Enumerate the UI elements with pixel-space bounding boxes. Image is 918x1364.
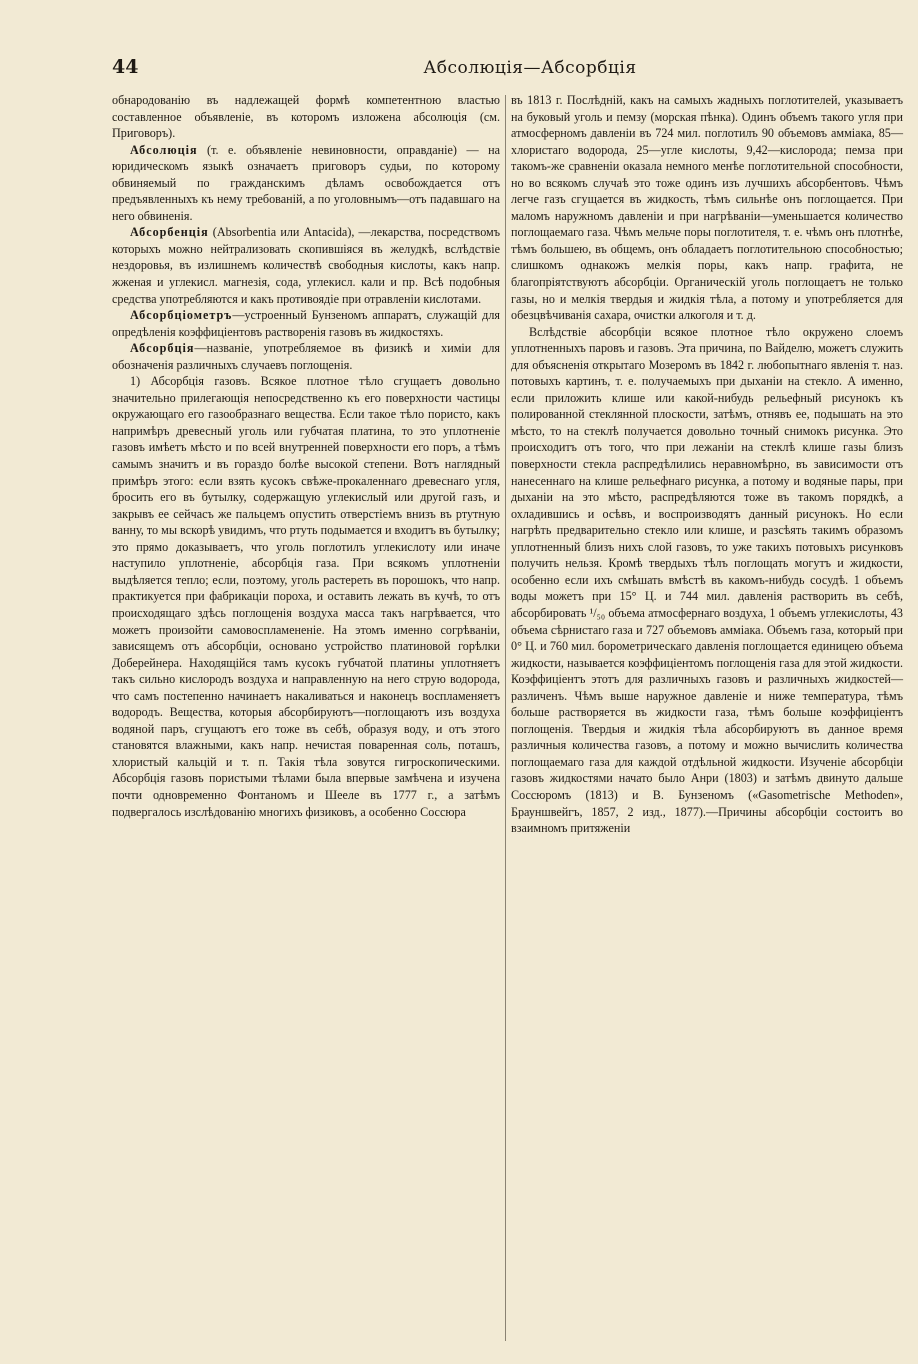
page-header xyxy=(112,56,888,82)
entry-absorption xyxy=(112,340,500,373)
column-divider xyxy=(505,95,506,1341)
entry-text: —устроенный Бунзеномъ аппаратъ, служащій для опредѣленія коэффиціентовъ растворенія газовъ въ жидкостяхъ. xyxy=(112,308,500,339)
entry-text: —названіе, употребляемое въ физикѣ и химіи для обозначенія различныхъ случаевъ поглощенія. xyxy=(112,341,500,372)
headword: Абсорбціометръ xyxy=(130,308,233,323)
entry-text: (т. е. объявленіе невиновности, оправданіе) — на юридическомъ языкѣ означаетъ приговоръ судьи, по которому обвиняемый по гражданскимъ дѣламъ освобождается отъ предъявленныхъ къ нему требованій, а по уголовнымъ—отъ падавшаго на него обвиненія. xyxy=(112,142,500,223)
paragraph: 1) Абсорбція газовъ. Всякое плотное тѣло сгущаетъ довольно значительно прилегающія непосредственно къ его поверхности частицы окружающаго его газообразнаго вещества. Если такое тѣло пористо, какъ напримѣръ древесный уголь или губчатая платина, то это уплотненіе газовъ имѣетъ мѣсто и по всей внутренней поверхности его поръ, а тѣмъ самымъ значитъ и въ гораздо болѣе высокой степени. Вотъ наглядный примѣръ этого: если взять кусокъ свѣже-прокаленнаго древеснаго угля, бросить его въ бутылку, содержащую углекислый или другой газъ, и закрывъ ее сейчасъ же пальцемъ опустить отверстіемъ внизъ въ ртутную ванну, то мы вскорѣ увидимъ, что ртуть подымается и входитъ въ бутылку; это прямо доказываетъ, что уголь поглотилъ углекислоту или иначе наступило уплотненіе, абсорбція газа. При всякомъ уплотненіи выдѣляется тепло; если, поэтому, уголь растереть въ порошокъ, что напр. практикуется при фабрикаціи пороха, и оставить лежать въ кучѣ, то отъ происходящаго здѣсь поглощенія воздуха масса такъ нагрѣвается, что можетъ произойти самовоспламененіе. На этомъ именно согрѣваніи, зависящемъ отъ абсорбціи, основано устройство платиновой горѣлки Доберейнера. Находящійся тамъ кусокъ губчатой платины уплотняетъ такъ сильно кислородъ воздуха и направленную на него струю водорода, что самъ постепенно начинаетъ накаливаться и наконецъ воспламеняетъ водородъ. Вещества, которыя абсорбируютъ—поглощаютъ изъ воздуха водяной паръ, сгущаютъ его тоже въ себѣ, образуя воду, и отъ этого становятся влажными, какъ напр. нечистая поваренная соль, поташъ, хлористый кальцій и т. п. Такія тѣла зовутся гигроскопическими. Абсорбція газовъ пористыми тѣлами была впервые замѣчена и изучена почти одновременно Фонтаномъ и Шееле въ 1777 г., а затѣмъ подвергалось изслѣдованію многихъ физиковъ, а особенно Соссюра xyxy=(112,374,500,819)
entry-text: (Absorbentia или Antacida), —лекарства, посредствомъ которыхъ можно нейтрализовать скопившіяся въ желудкѣ, вслѣдствіе нездоровья, въ излишнемъ количествѣ свободныя кислоты, какъ напр. жженая и углекисл. магнезія, сода, углекисл. кали и пр. Всѣ подобныя средства употребляются и какъ противоядіе при отравленіи кислотами. xyxy=(112,225,500,306)
entry-absorptiometer xyxy=(112,307,500,340)
paragraph: въ 1813 г. Послѣдній, какъ на самыхъ жадныхъ поглотителей, указываетъ на буковый уголь и пемзу (морская пѣнка). Одинъ объемъ такого угля при атмосферномъ давленіи въ 724 мил. поглотилъ 90 объемовъ амміака, 85—хлористаго водорода, 25—угле кислоты, 9,42—кислорода; пемза при такомъ-же сравненіи оказала немного менѣе поглотительной способности, но во всякомъ случаѣ это тоже одинъ изъ лучшихъ абсорбентовъ. Чѣмъ легче газъ сгущается въ жидкость, тѣмъ сильнѣе онъ поглощается. При маломъ наружномъ давленіи и при нагрѣваніи—уменьшается количество поглощаемаго газа. Чѣмъ мельче поры поглотителя, т. е. чѣмъ онъ плотнѣе, тѣмъ большею, въ общемъ, онъ обладаетъ поглотительною способностью; слишкомъ однакожъ мелкія поры, какъ напр. графита, не благопріятствуютъ абсорбціи. Органическій уголь поглощаетъ не только газы, но и мелкія твердыя и жидкія тѣла, а потому и употребляется для обезцвѣчиванія сахара, очистки алкоголя и т. д. xyxy=(511,93,903,323)
paragraph: Вслѣдствіе абсорбціи всякое плотное тѣло окружено слоемъ уплотненныхъ паровъ и газовъ. Эта причина, по Вайделю, можетъ служить для объясненія открытаго Мозеромъ въ 1842 г. любопытнаго явленія т. наз. потовыхъ картинъ, т. е. получаемыхъ при дыханіи на стекло. А именно, если приложить клише или какой-нибудь рельефный рисунокъ къ полированной стеклянной плоскости, затѣмъ, отнявъ ее, подышать на это мѣсто, то на стеклѣ получается довольно точный снимокъ рисунка. Это происходитъ отъ того, что при лежаніи на стеклѣ клише газы близъ поверхности стекла распредѣлились неравномѣрно, въ зависимости отъ нанесеннаго на клише рельефнаго рисунка, а потому и водяные пары, при дыханіи на это мѣсто, распредѣляются тоже въ такомъ порядкѣ, а охладившись и осѣвъ, и воспроизводятъ данный рисунокъ. Но если нагрѣть предварительно стекло или клише, и разсѣять такимъ образомъ уплотненный близъ нихъ слой газовъ, то уже такихъ потовыхъ рисунковъ получить нельзя. Кромѣ твердыхъ тѣлъ поглощать могутъ и жидкости, особенно если ихъ смѣшать вмѣстѣ въ какомъ-нибудь сосудѣ. 1 объемъ воды можетъ при 15° Ц. и 744 мил. давленія растворить въ себѣ, абсорбировать ¹/₅₀ объема атмосфернаго воздуха, 1 объемъ углекислоты, 43 объема сѣрнистаго газа и 727 объемовъ амміака. Объемъ газа, который при 0° Ц. и 760 мил. борометрическаго давленія поглощается единицею объема жидкости, называется коэффиціентомъ поглощенія газа для этой жидкости. Коэффиціентъ этотъ для различныхъ газовъ и различныхъ жидкостей—различенъ. Чѣмъ выше наружное давленіе и ниже температура, тѣмъ больше растворяется въ жидкости газа, тѣмъ больше коэффиціентъ поглощенія. Твердыя и жидкія тѣла абсорбируютъ въ данное время различныя количества газовъ, а потому и можно вычислить количества поглощаемаго газа для каждой отдѣльной жидкости. Изученіе абсорбціи газовъ жидкостями начато было Анри (1803) и затѣмъ двинуто дальше Соссюромъ (1813) и В. Бунзеномъ («Gasometrische Methoden», Брауншвейгъ, 1857, 2 изд., 1877).—Причины абсорбціи состоитъ во взаимномъ притяженіи xyxy=(511,324,903,836)
page-number: 44 xyxy=(112,56,139,78)
headword: Абсорбція xyxy=(130,341,195,356)
paragraph: обнародованію въ надлежащей формѣ компетентною властью составленное объявленіе, въ которомъ изложена абсолюція (см. Приговоръ). xyxy=(112,93,500,141)
entry-absolution xyxy=(112,142,500,225)
running-title: Абсолюція—Абсорбція xyxy=(423,58,637,78)
headword: Абсолюція xyxy=(130,142,198,157)
entry-absorbentia xyxy=(112,224,500,307)
right-column xyxy=(511,92,903,837)
left-column xyxy=(112,92,500,820)
headword: Абсорбенція xyxy=(130,225,209,240)
